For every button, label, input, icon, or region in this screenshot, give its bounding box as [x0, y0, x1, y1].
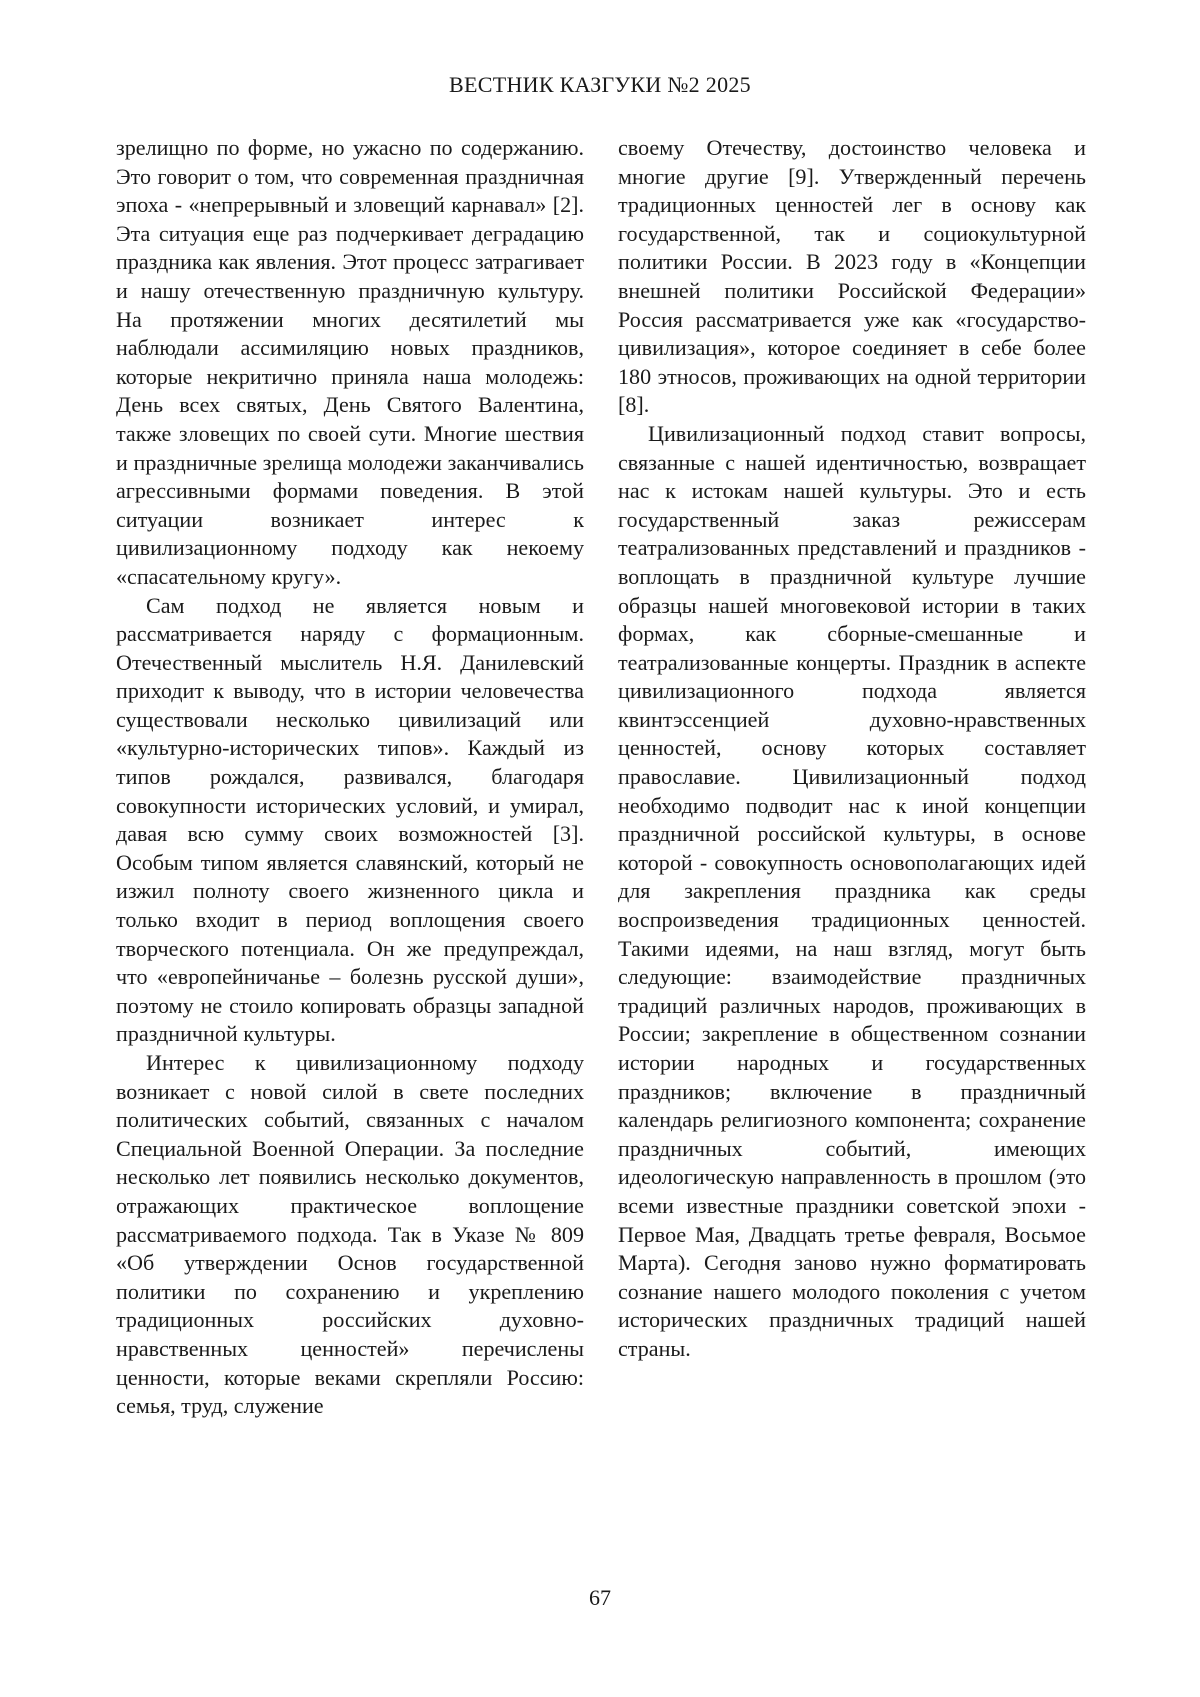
page-number: 67 — [589, 1585, 611, 1610]
paragraph: Сам подход не является новым и рассматривается наряду с формационным. Отечественный мыслитель Н.Я. Данилевский приходит к выводу, что в истории человечества существовали несколько цивилизаций или «культурно-исторических типов». Каждый из типов рождался, развивался, благодаря совокупности исторических условий, и умирал, давая всю сумму своих возможностей [3]. Особым типом является славянский, который не изжил полноту своего жизненного цикла и только входит в период воплощения своего творческого потенциала. Он же предупреждал, что «европейничанье – болезнь русской души», поэтому не стоило копировать образцы западной праздничной культуры. — [116, 592, 584, 1047]
paragraph: Цивилизационный подход ставит вопросы, связанные с нашей идентичностью, возвращает нас к истокам нашей культуры. Это и есть государственный заказ режиссерам театрализованных представлений и праздников - воплощать в праздничной культуре лучшие образцы нашей многовековой истории в таких формах, как сборные-смешанные и театрализованные концерты. Праздник в аспекте цивилизационного подхода является квинтэссенцией духовно-нравственных ценностей, основу которых составляет православие. Цивилизационный подход необходимо подводит нас к иной концепции праздничной российской культуры, в основе которой - совокупность основополагающих идей для закрепления праздника как среды воспроизведения традиционных ценностей. Такими идеями, на наш взгляд, могут быть следующие: взаимодействие праздничных традиций различных народов, проживающих в России; закрепление в общественном сознании истории народных и государственных праздников; включение в праздничный календарь религиозного компонента; сохранение праздничных событий, имеющих идеологическую направленность в прошлом (это всеми известные праздники советской эпохи - Первое Мая, Двадцать третье февраля, Восьмое Марта). Сегодня заново нужно форматировать сознание нашего молодого поколения с учетом исторических праздничных традиций нашей страны. — [618, 420, 1086, 1361]
paragraph: зрелищно по форме, но ужасно по содержанию. Это говорит о том, что современная праздничная эпоха - «непрерывный и зловещий карнавал» [2]. Эта ситуация еще раз подчеркивает деградацию праздника как явления. Этот процесс затрагивает и нашу отечественную праздничную культуру. На протяжении многих десятилетий мы наблюдали ассимиляцию новых праздников, которые некритично приняла наша молодежь: День всех святых, День Святого Валентина, также зловещих по своей сути. Многие шествия и праздничные зрелища молодежи заканчивались агрессивными формами поведения. В этой ситуации возникает интерес к цивилизационному подходу как некоему «спасательному кругу». — [116, 135, 584, 589]
left-column — [116, 134, 584, 1421]
paragraph: своему Отечеству, достоинство человека и многие другие [9]. Утвержденный перечень традиционных ценностей лег в основу как государственной, так и социокультурной политики России. В 2023 году в «Концепции внешней политики Российской Федерации» Россия рассматривается уже как «государство-цивилизация», которое соединяет в себе более 180 этносов, проживающих на одной территории [8]. — [618, 135, 1086, 418]
right-column — [618, 134, 1086, 1364]
paragraph: Интерес к цивилизационному подходу возникает с новой силой в свете последних политических событий, связанных с началом Специальной Военной Операции. За последние несколько лет появились несколько документов, отражающих практическое воплощение рассматриваемого подхода. Так в Указе № 809 «Об утверждении Основ государственной политики по сохранению и укреплению традиционных российских духовно-нравственных ценностей» перечислены ценности, которые веками скрепляли Россию: семья, труд, служение — [116, 1050, 584, 1419]
running-header: ВЕСТНИК КАЗГУКИ №2 2025 — [449, 72, 751, 97]
